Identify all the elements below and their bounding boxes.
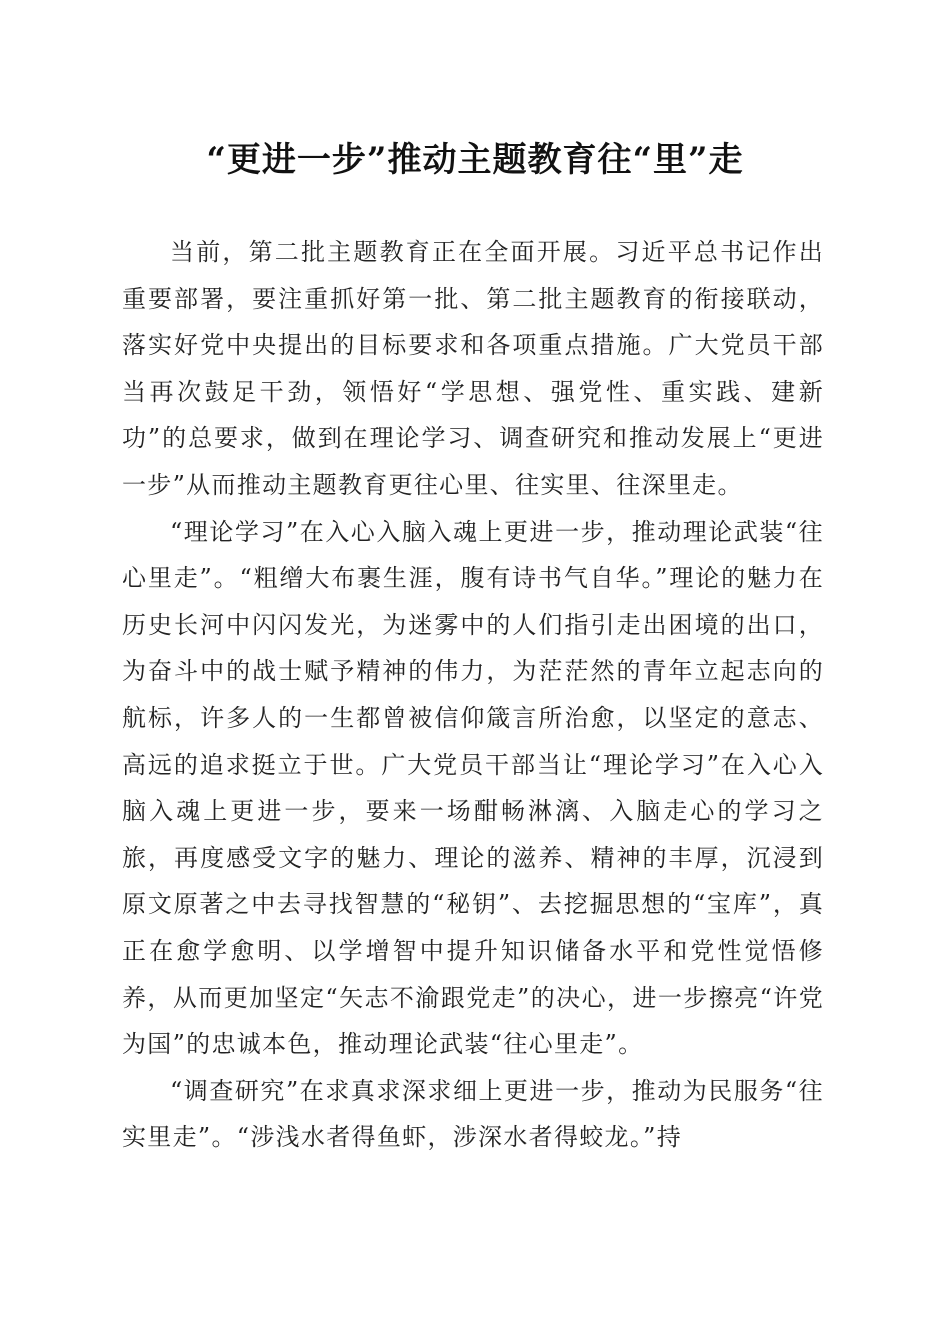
- paragraph-research: “调查研究”在求真求深求细上更进一步，推动为民服务“往实里走”。“涉浅水者得鱼虾，涉深水者得蛟龙。”持: [122, 1076, 824, 1152]
- document-body: [122, 229, 824, 1161]
- paragraph-theory-study: “理论学习”在入心入脑入魂上更进一步，推动理论武装“往心里走”。“粗缯大布裹生涯，腹有诗书气自华。”理论的魅力在历史长河中闪闪发光，为迷雾中的人们指引走出困境的出口，为奋斗中的战士赋予精神的伟力，为茫茫然的青年立起志向的航标，许多人的一生都曾被信仰箴言所治愈，以坚定的意志、高远的追求挺立于世。广大党员干部当让“理论学习”在入心入脑入魂上更进一步，要来一场酣畅淋漓、入脑走心的学习之旅，再度感受文字的魅力、理论的滋养、精神的丰厚，沉浸到原文原著之中去寻找智慧的“秘钥”、去挖掘思想的“宝库”，真正在愈学愈明、以学增智中提升知识储备水平和党性觉悟修养，从而更加坚定“矢志不渝跟党走”的决心，进一步擦亮“许党为国”的忠诚本色，推动理论武装“往心里走”。: [122, 517, 824, 1059]
- document-title: “更进一步”推动主题教育往“里”走: [206, 140, 744, 180]
- paragraph-intro: 当前，第二批主题教育正在全面开展。习近平总书记作出重要部署，要注重抓好第一批、第二批主题教育的衔接联动，落实好党中央提出的目标要求和各项重点措施。广大党员干部当再次鼓足干劲，领悟好“学思想、强党性、重实践、建新功”的总要求，做到在理论学习、调查研究和推动发展上“更进一步”从而推动主题教育更往心里、往实里、往深里走。: [122, 238, 824, 499]
